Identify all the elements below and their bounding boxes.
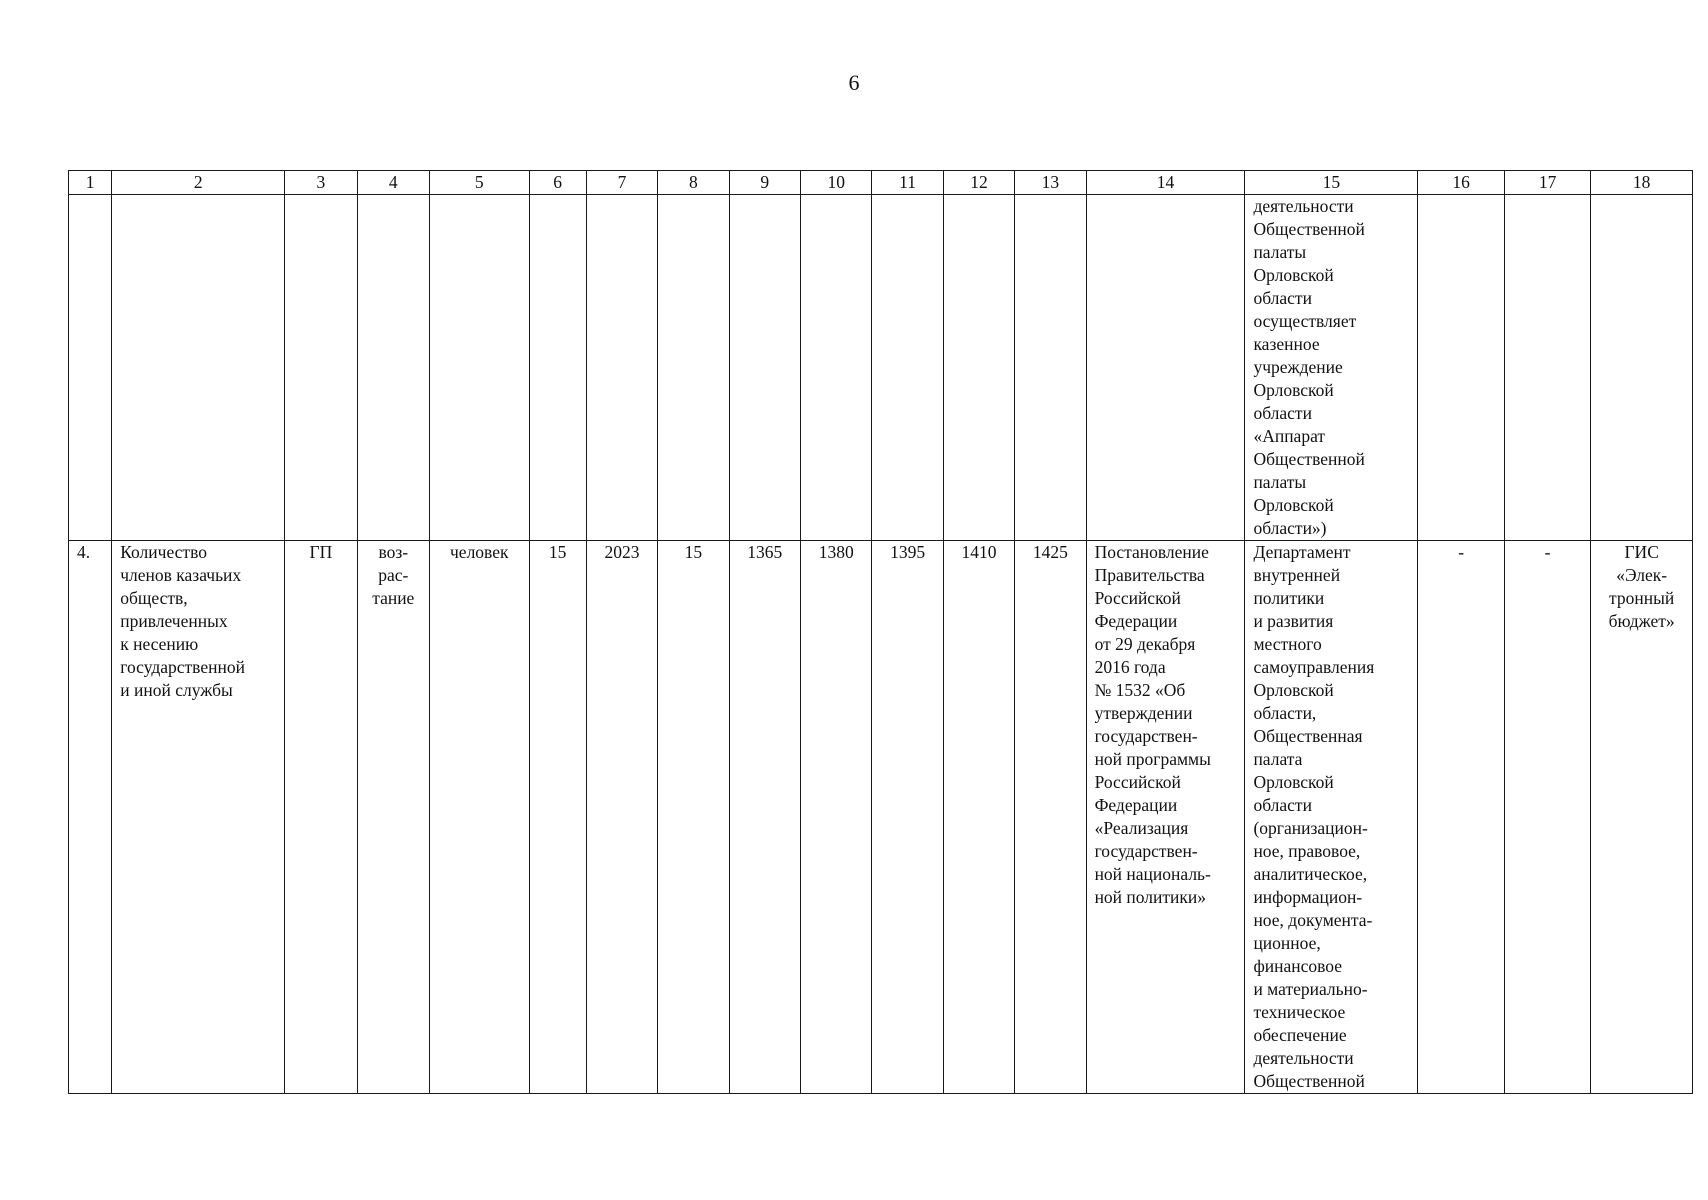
header-cell: 12 (943, 171, 1014, 195)
value-cell-col8: 15 (658, 541, 729, 1094)
empty-cell (112, 195, 285, 541)
header-cell: 13 (1015, 171, 1086, 195)
header-cell: 9 (729, 171, 800, 195)
indicator-name-cell: Количество членов казачьих обществ, привлеченных к несению государственной и иной службы (112, 541, 285, 1094)
empty-cell (1418, 195, 1504, 541)
value-cell-col12: 1410 (943, 541, 1014, 1094)
empty-cell (872, 195, 943, 541)
empty-cell (529, 195, 586, 541)
indicators-table (68, 170, 1693, 1094)
indicator-row-4 (69, 541, 1693, 1094)
base-year-cell: 2023 (586, 541, 657, 1094)
column-number-header-row (69, 171, 1693, 195)
header-cell: 10 (801, 171, 872, 195)
value-cell-col9: 1365 (729, 541, 800, 1094)
header-cell: 3 (285, 171, 357, 195)
empty-cell (729, 195, 800, 541)
empty-cell (586, 195, 657, 541)
header-cell: 4 (357, 171, 429, 195)
empty-cell (1591, 195, 1693, 541)
header-cell: 14 (1086, 171, 1245, 195)
page-number: 6 (848, 70, 860, 95)
header-cell: 7 (586, 171, 657, 195)
header-cell: 17 (1504, 171, 1590, 195)
info-system-cell: ГИС «Элек- тронный бюджет» (1591, 541, 1693, 1094)
empty-cell (1504, 195, 1590, 541)
header-cell: 8 (658, 171, 729, 195)
empty-cell (429, 195, 529, 541)
header-cell: 6 (529, 171, 586, 195)
value-cell-col16: - (1418, 541, 1504, 1094)
value-cell-col17: - (1504, 541, 1590, 1094)
level-cell: ГП (285, 541, 357, 1094)
document-cell: Постановление Правительства Российской Федерации от 29 декабря 2016 года № 1532 «Об утверждении государствен- ной программы Российской Федерации «Реализация государствен- ной националь- ной политики» (1086, 541, 1245, 1094)
header-cell: 5 (429, 171, 529, 195)
base-value-cell: 15 (529, 541, 586, 1094)
empty-cell (285, 195, 357, 541)
value-cell-col10: 1380 (801, 541, 872, 1094)
value-cell-col11: 1395 (872, 541, 943, 1094)
header-cell: 15 (1245, 171, 1418, 195)
responsible-continuation-cell: деятельности Общественной палаты Орловской области осуществляет казенное учреждение Орловской области «Аппарат Общественной палаты Орловской области») (1245, 195, 1418, 541)
header-cell: 11 (872, 171, 943, 195)
empty-cell (943, 195, 1014, 541)
unit-cell: человек (429, 541, 529, 1094)
responsible-cell: Департамент внутренней политики и развития местного самоуправления Орловской области, Общественная палата Орловской области (организацион- ное, правовое, аналитическое, информацион- ное, документа- ционное, финансовое и материально- техническое обеспечение деятельности Общественной (1245, 541, 1418, 1094)
empty-cell (658, 195, 729, 541)
header-cell: 16 (1418, 171, 1504, 195)
empty-cell (69, 195, 112, 541)
continuation-row (69, 195, 1693, 541)
empty-cell (801, 195, 872, 541)
direction-cell: воз- рас- тание (357, 541, 429, 1094)
empty-cell (1086, 195, 1245, 541)
empty-cell (1015, 195, 1086, 541)
header-cell: 2 (112, 171, 285, 195)
header-cell: 18 (1591, 171, 1693, 195)
header-cell: 1 (69, 171, 112, 195)
empty-cell (357, 195, 429, 541)
row-number-cell: 4. (69, 541, 112, 1094)
value-cell-col13: 1425 (1015, 541, 1086, 1094)
